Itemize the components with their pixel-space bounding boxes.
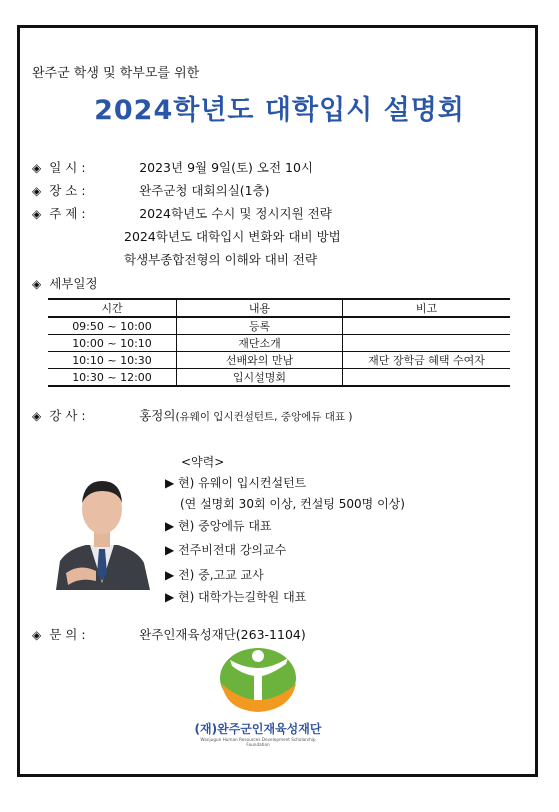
diamond-bullet-icon: ◈	[32, 184, 42, 198]
cell-note: 재단 장학금 혜택 수여자	[343, 352, 511, 369]
cell-content: 입시설명회	[177, 369, 343, 387]
schedule-table	[48, 298, 510, 387]
col-header-time: 시간	[48, 299, 177, 317]
diamond-bullet-icon: ◈	[32, 207, 42, 221]
speaker-affiliation: (유웨이 입시컨설턴트, 중앙에듀 대표 )	[175, 411, 353, 423]
foundation-emblem-icon	[178, 640, 378, 718]
speaker-photo	[46, 463, 158, 590]
logo-english: Wanjugun Human Resources Development Scholarship Foundation	[200, 737, 316, 747]
place-value: 완주군청 대회의실(1층)	[139, 183, 270, 198]
place-label: 장 소 :	[49, 183, 86, 198]
cell-note	[343, 369, 511, 387]
cell-content: 등록	[177, 317, 343, 335]
schedule-heading-text: 세부일정	[49, 276, 98, 291]
col-header-content: 내용	[177, 299, 343, 317]
topic-label: 주 제 :	[49, 206, 86, 221]
table-row	[48, 317, 510, 335]
info-place	[32, 181, 270, 199]
page-title: 2024학년도 대학입시 설명회	[94, 95, 465, 126]
career-item: ▶ 현) 중앙에듀 대표	[165, 519, 272, 533]
career-item: (연 설명회 30회 이상, 컨설팅 500명 이상)	[180, 497, 405, 511]
diamond-bullet-icon: ◈	[32, 409, 42, 423]
cell-content: 재단소개	[177, 335, 343, 352]
info-speaker	[32, 406, 352, 424]
career-item: ▶ 전주비전대 강의교수	[165, 543, 287, 557]
logo-name: (재)완주군인재육성재단	[194, 722, 322, 736]
date-label: 일 시 :	[49, 160, 86, 175]
diamond-bullet-icon: ◈	[32, 628, 42, 642]
career-item: ▶ 현) 유웨이 입시컨설턴트	[165, 476, 307, 490]
cell-time: 10:10 ~ 10:30	[48, 352, 177, 369]
schedule-heading	[32, 274, 98, 292]
contact-value: 완주인재육성재단(263-1104)	[139, 627, 306, 642]
cell-note	[343, 335, 511, 352]
career-item: ▶ 현) 대학가는길학원 대표	[165, 590, 307, 604]
date-value: 2023년 9월 9일(토) 오전 10시	[139, 160, 313, 175]
col-header-note: 비고	[343, 299, 511, 317]
table-row	[48, 335, 510, 352]
cell-time: 10:30 ~ 12:00	[48, 369, 177, 387]
cell-note	[343, 317, 511, 335]
career-item: ▶ 전) 중,고교 교사	[165, 568, 264, 582]
diamond-bullet-icon: ◈	[32, 161, 42, 175]
info-date	[32, 158, 313, 176]
cell-time: 10:00 ~ 10:10	[48, 335, 177, 352]
subtitle: 완주군 학생 및 학부모를 위한	[32, 66, 200, 81]
foundation-logo	[178, 640, 378, 755]
cell-content: 선배와의 만남	[177, 352, 343, 369]
speaker-label: 강 사 :	[49, 408, 86, 423]
info-topic	[32, 204, 332, 222]
topic-item: 2024학년도 대학입시 변화와 대비 방법	[124, 229, 341, 244]
topic-item: 2024학년도 수시 및 정시지원 전략	[139, 206, 332, 221]
table-row	[48, 369, 510, 387]
table-row	[48, 352, 510, 369]
cell-time: 09:50 ~ 10:00	[48, 317, 177, 335]
contact-label: 문 의 :	[49, 627, 86, 642]
career-heading: <약력>	[181, 455, 225, 469]
table-header-row	[48, 299, 510, 317]
diamond-bullet-icon: ◈	[32, 277, 42, 291]
speaker-name: 홍정의	[139, 408, 176, 423]
topic-item: 학생부종합전형의 이해와 대비 전략	[124, 252, 318, 267]
